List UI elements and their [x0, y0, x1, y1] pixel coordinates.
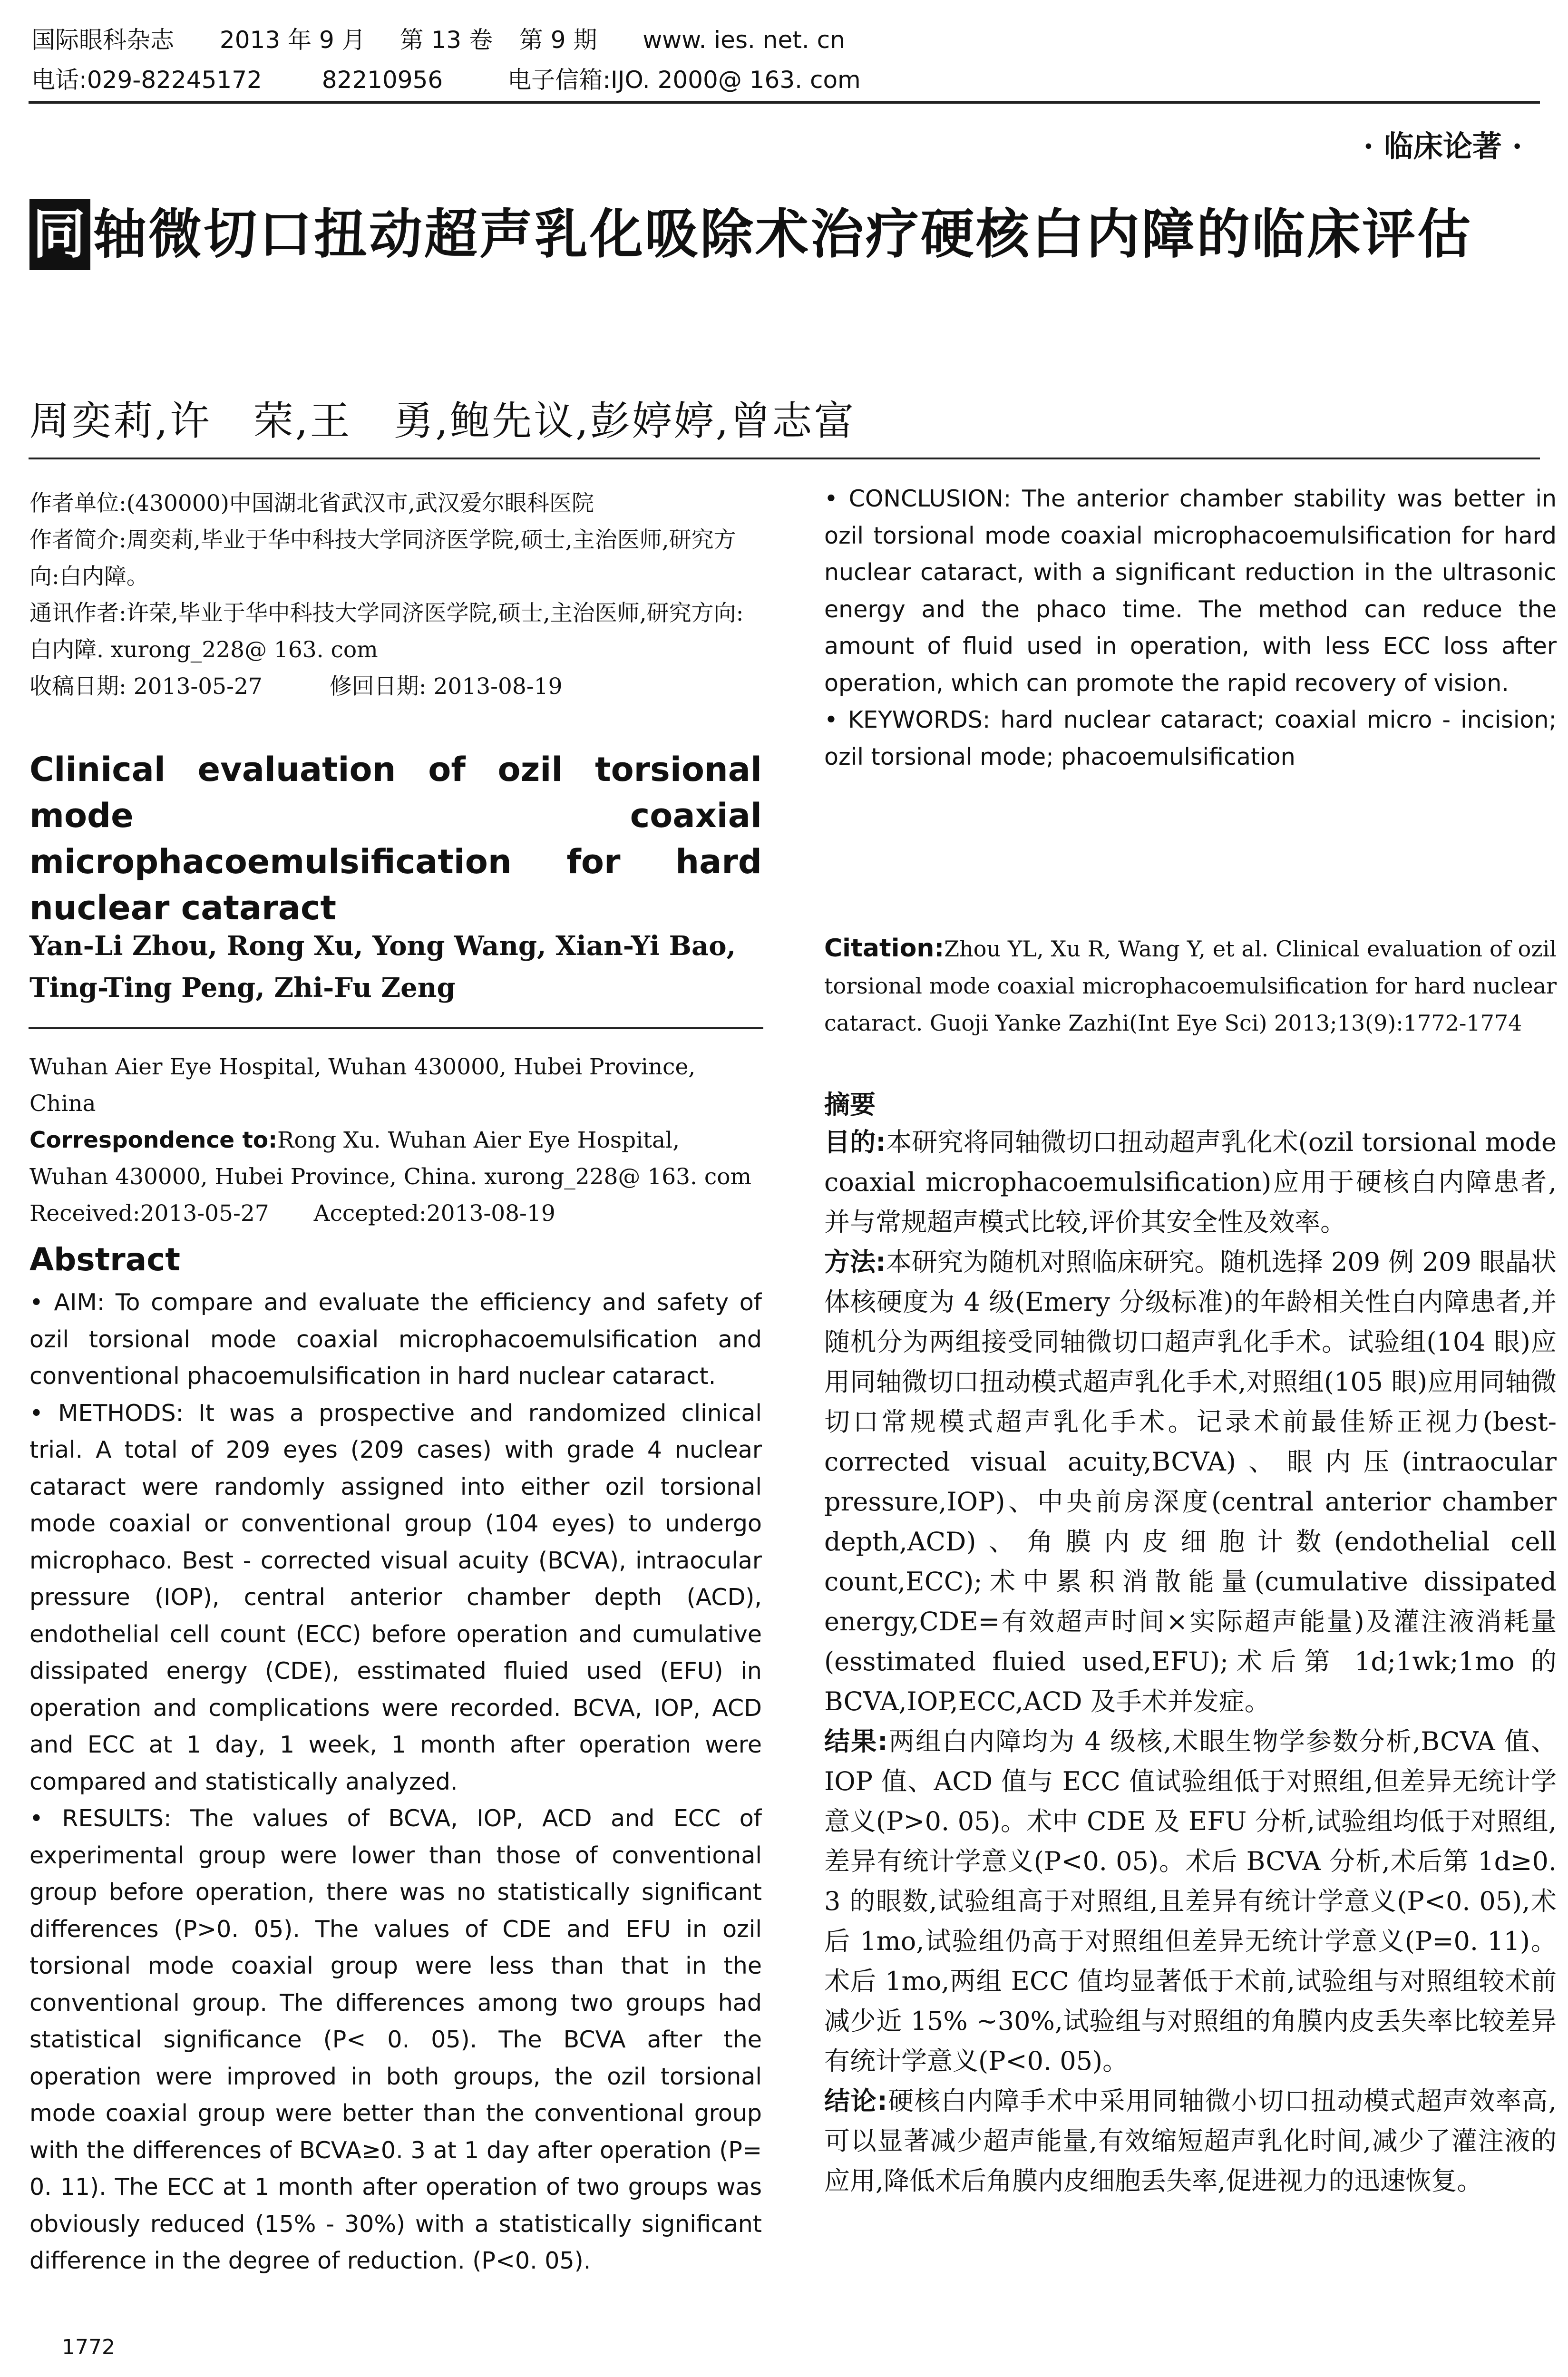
cn-conclusion-text: 硬核白内障手术中采用同轴微小切口扭动模式超声效率高,可以显著减少超声能量,有效缩短超声乳化时间,减少了灌注液的应用,降低术后角膜内皮细胞丢失率,促进视力的迅速恢复。 [824, 2086, 1557, 2196]
cn-aim-label: 目的: [824, 1127, 886, 1157]
running-header-line2 [31, 65, 861, 95]
cn-abstract-heading: 摘要 [824, 1090, 876, 1120]
affiliation-line: Wuhan Aier Eye Hospital, Wuhan 430000, Hubei Province, China [29, 1054, 696, 1117]
correspondence [29, 1122, 762, 1195]
affiliation-en [29, 1049, 762, 1232]
title-rest: 轴微切口扭动超声乳化吸除术治疗硬核白内障的临床评估 [93, 204, 1472, 265]
email: 电子信箱:IJO. 2000@ 163. com [507, 66, 861, 94]
cn-conclusion-label: 结论: [824, 2086, 887, 2116]
citation-label: Citation: [824, 934, 945, 963]
phone-2: 82210956 [321, 66, 443, 94]
cn-results-text: 两组白内障均为 4 级核,术眼生物学参数分析,BCVA 值、IOP 值、ACD 值与 ECC 值试验组低于对照组,但差异无统计学意义(P>0. 05)。术中 CDE 及 EFU 分析,试验组均低于对照组,差异有统计学意义(P<0. 05)。术后 BCVA 分析,术后第 1d≥0. 3 的眼数,试验组高于对照组,且差异有统计学意义(P<0. 05),术后 1mo,试验组仍高于对照组但差异无统计学意义(P=0. 11)。术后 1mo,两组 ECC 值均显著低于术前,试验组与对照组较术前减少近 15% ~30%,试验组与对照组的角膜内皮丢失率比较差异有统计学意义(P<0. 05)。 [824, 1726, 1557, 2076]
corresponding-author-cn: 通讯作者:许荣,毕业于华中科技大学同济医学院,硕士,主治医师,研究方向:白内障. xurong_228@ 163. com [29, 600, 744, 663]
page-number: 1772 [62, 2335, 115, 2359]
cn-methods-label: 方法: [824, 1247, 886, 1277]
cn-aim-text: 本研究将同轴微切口扭动超声乳化术(ozil torsional mode coaxial microphacoemulsification)应用于硬核白内障患者,并与常规超声模式比较,评价其安全性及效率。 [824, 1127, 1557, 1237]
cn-aim [824, 1122, 1557, 1242]
header-rule [29, 101, 1540, 104]
journal-name: 国际眼科杂志 [31, 26, 174, 54]
article-title [29, 199, 1537, 270]
abstract-results: • RESULTS: The values of BCVA, IOP, ACD and ECC of experimental group were lower than those of conventional group before operation, there was no statistically significant differences (P>0. 05). The values of CDE and EFU in ozil torsional mode coaxial group were less than that in the conventional group. The differences among two groups had statistical significance (P< 0. 05). The BCVA after the operation were improved in both groups, the ozil torsional mode coaxial group were better than the conventional group with the differences of BCVA≥0. 3 at 1 day after operation (P= 0. 11). The ECC at 1 month after operation of two groups was obviously reduced (15% - 30%) with a statistically significant difference in the degree of reduction. (P<0. 05). [29, 1805, 762, 2274]
cn-conclusion [824, 2081, 1557, 2201]
abstract-heading: Abstract [29, 1241, 180, 1278]
citation [824, 930, 1557, 1042]
section-tag: · 临床论著 · [1363, 129, 1522, 164]
author-info-cn [29, 485, 762, 705]
cn-results [824, 1722, 1557, 2081]
running-header-line1 [31, 25, 845, 55]
volume: 第 13 卷 [399, 26, 493, 54]
correspondence-label: Correspondence to: [29, 1127, 278, 1153]
affiliation-rule [29, 1027, 763, 1029]
author-bio-cn: 作者简介:周奕莉,毕业于华中科技大学同济医学院,硕士,主治医师,研究方向:白内障。 [29, 527, 736, 590]
english-title: Clinical evaluation of ozil torsional mode coaxial microphacoemulsification for hard nuclear cataract [29, 750, 762, 927]
received-accepted: Received:2013-05-27 Accepted:2013-08-19 [29, 1200, 555, 1227]
abstract-keywords: • KEYWORDS: hard nuclear cataract; coaxial micro - incision; ozil torsional mode; phacoemulsification [824, 706, 1557, 770]
abstract-right [824, 480, 1557, 775]
cn-methods [824, 1242, 1557, 1722]
author-affiliation-cn: 作者单位:(430000)中国湖北省武汉市,武汉爱尔眼科医院 [29, 490, 594, 516]
authors-cn: 周奕莉,许 荣,王 勇,鲍先议,彭婷婷,曾志富 [29, 398, 856, 444]
abstract-left [29, 1284, 762, 2326]
issue-date: 2013 年 9 月 [219, 26, 366, 54]
issue: 第 9 期 [519, 26, 597, 54]
cn-results-label: 结果: [824, 1726, 888, 1756]
dates-cn: 收稿日期: 2013-05-27 修回日期: 2013-08-19 [29, 673, 563, 700]
cn-methods-text: 本研究为随机对照临床研究。随机选择 209 例 209 眼晶状体核硬度为 4 级(Emery 分级标准)的年龄相关性白内障患者,并随机分为两组接受同轴微切口超声乳化手术。试验组(104 眼)应用同轴微切口扭动模式超声乳化手术,对照组(105 眼)应用同轴微切口常规模式超声乳化手术。记录术前最佳矫正视力(best-corrected visual acuity,BCVA)、眼内压(intraocular pressure,IOP)、中央前房深度(central anterior chamber depth,ACD)、角膜内皮细胞计数(endothelial cell count,ECC);术中累积消散能量(cumulative dissipated energy,CDE=有效超声时间×实际超声能量)及灌注液消耗量(esstimated fluied used,EFU);术后第 1d;1wk;1mo 的 BCVA,IOP,ECC,ACD 及手术并发症。 [824, 1247, 1557, 1716]
abstract-aim: • AIM: To compare and evaluate the efficiency and safety of ozil torsional mode coaxial microphacoemulsification and conventional phacoemulsification in hard nuclear cataract. [29, 1289, 762, 1390]
citation-text: Zhou YL, Xu R, Wang Y, et al. Clinical evaluation of ozil torsional mode coaxial microphacoemulsification for hard nuclear cataract. Guoji Yanke Zazhi(Int Eye Sci) 2013;13(9):1772-1774 [824, 936, 1557, 1036]
title-initial: 同 [29, 199, 90, 270]
phone: 电话:029-82245172 [31, 66, 262, 94]
correspondence-text: Rong Xu. Wuhan Aier Eye Hospital, Wuhan 430000, Hubei Province, China. xurong_228@ 163. com [29, 1127, 752, 1190]
abstract-methods: • METHODS: It was a prospective and randomized clinical trial. A total of 209 eyes (209 cases) with grade 4 nuclear cataract were randomly assigned into either ozil torsional mode coaxial or conventional group (104 eyes) to undergo microphaco. Best - corrected visual acuity (BCVA), intraocular pressure (IOP), central anterior chamber depth (ACD), endothelial cell count (ECC) before operation and cumulative dissipated energy (CDE), esstimated fluied used (EFU) in operation and complications were recorded. BCVA, IOP, ACD and ECC at 1 day, 1 week, 1 month after operation were compared and statistically analyzed. [29, 1399, 762, 1795]
cn-abstract [824, 1122, 1557, 2330]
english-authors: Yan-Li Zhou, Rong Xu, Yong Wang, Xian-Yi Bao, Ting-Ting Peng, Zhi-Fu Zeng [29, 930, 736, 1003]
journal-website: www. ies. net. cn [643, 26, 845, 54]
abstract-conclusion: • CONCLUSION: The anterior chamber stability was better in ozil torsional mode coaxial microphacoemulsification for hard nuclear cataract, with a significant reduction in the ultrasonic energy and the phaco time. The method can reduce the amount of fluid used in operation, with less ECC loss after operation, which can promote the rapid recovery of vision. [824, 485, 1557, 697]
authors-rule [29, 458, 1540, 459]
